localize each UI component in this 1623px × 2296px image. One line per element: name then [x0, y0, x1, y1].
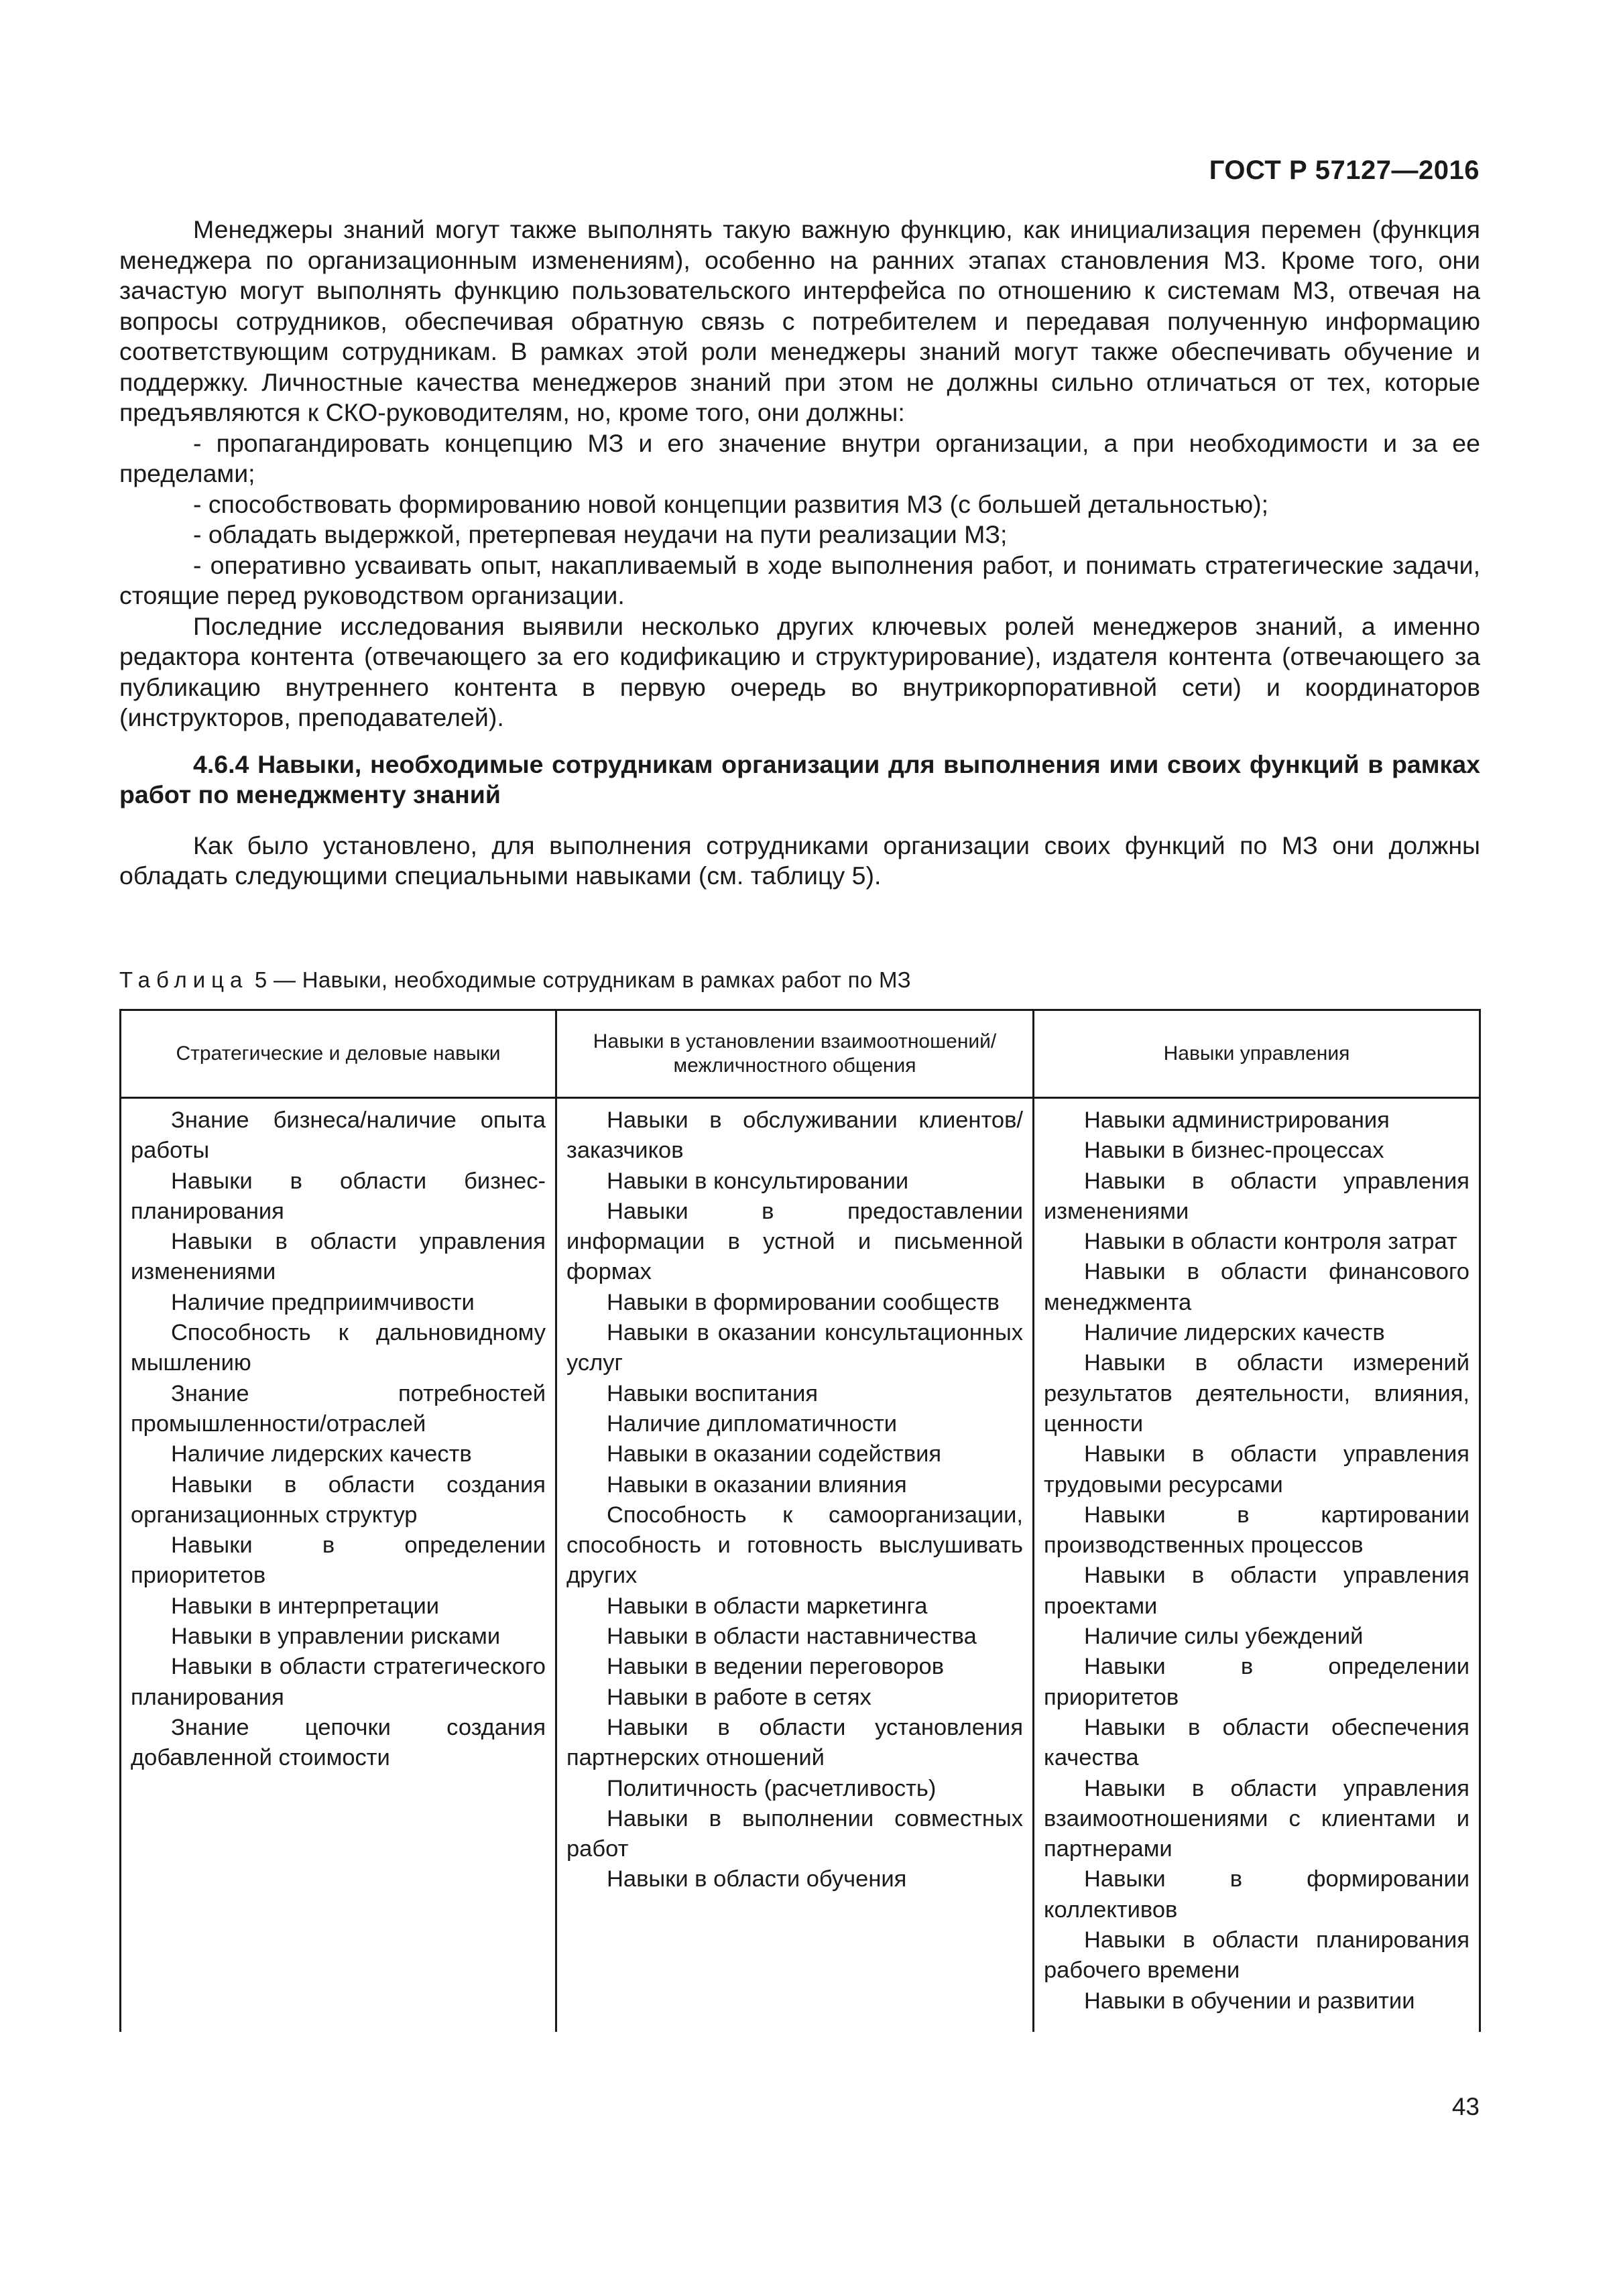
skill-item: Навыки в формировании коллективов	[1044, 1866, 1469, 1923]
skill-item: Навыки в области обеспечения качества	[1044, 1714, 1469, 1771]
skill-item: Навыки в оказании содействия	[607, 1441, 942, 1467]
skill-item: Навыки в области измерений результатов деятельности, влияния, ценности	[1044, 1350, 1469, 1437]
table-header-row	[121, 1010, 1480, 1098]
skill-item: Навыки в области маркетинга	[607, 1593, 928, 1619]
skill-item: Знание бизнеса/наличие опыта работы	[131, 1107, 546, 1164]
skill-item: Навыки в области планирования рабочего времени	[1044, 1927, 1469, 1984]
skills-column	[1034, 1098, 1480, 2033]
skills-column	[121, 1098, 556, 2033]
skill-item: Навыки в ведении переговоров	[607, 1654, 945, 1680]
skill-item: Навыки в управлении рисками	[171, 1624, 501, 1650]
skill-item: Навыки в области создания организационных структур	[131, 1471, 546, 1528]
skill-item: Знание потребностей промышленности/отраслей	[131, 1380, 546, 1437]
skill-item: Наличие лидерских качеств	[1084, 1320, 1385, 1346]
skill-item: Наличие лидерских качеств	[171, 1441, 472, 1467]
skill-item: Навыки в области управления изменениями	[1044, 1168, 1469, 1224]
skill-item: Навыки в оказании влияния	[607, 1471, 907, 1498]
skill-item: Навыки в области контроля затрат	[1084, 1229, 1457, 1255]
document-code: ГОСТ Р 57127—2016	[1209, 156, 1480, 185]
table-row	[121, 1098, 1480, 2033]
skill-item: Навыки в выполнении совместных работ	[566, 1805, 1023, 1862]
skill-item: Знание цепочки создания добавленной стоимости	[131, 1714, 546, 1771]
page-number: 43	[1451, 2093, 1480, 2120]
skill-item: Способность к самоорганизации, способность и готовность выслушивать других	[566, 1502, 1023, 1589]
skill-item: Навыки воспитания	[607, 1380, 819, 1406]
skill-item: Навыки в формировании сообществ	[607, 1289, 1000, 1315]
column-header: Стратегические и деловые навыки	[121, 1010, 556, 1098]
skill-item: Способность к дальновидному мышлению	[131, 1320, 546, 1376]
skill-item: Навыки в консультировании	[607, 1168, 909, 1194]
skill-item: Навыки в области управления трудовыми ресурсами	[1044, 1441, 1469, 1498]
table-caption-label: Таблица	[119, 967, 249, 992]
skill-item: Навыки в области стратегического планирования	[131, 1654, 546, 1710]
skill-item: Навыки в определении приоритетов	[131, 1532, 546, 1589]
skill-item: Навыки в определении приоритетов	[1044, 1654, 1469, 1710]
skill-item: Навыки в области установления партнерских отношений	[566, 1714, 1023, 1771]
table-caption	[119, 967, 911, 993]
skill-item: Навыки в бизнес-процессах	[1084, 1138, 1384, 1164]
skill-item: Навыки в интерпретации	[171, 1593, 440, 1619]
bullet-item: - обладать выдержкой, претерпевая неудачи на пути реализации МЗ;	[193, 520, 1008, 548]
skill-item: Навыки в работе в сетях	[607, 1684, 871, 1710]
paragraph: Последние исследования выявили несколько других ключевых ролей менеджеров знаний, а именно редактора контента (отвечающего за его кодификацию и структурирование), издателя контента (отвечающего за публикацию внутреннего контента в первую очередь во внутрикорпоративной сети) и координаторов (инструкторов, преподавателей).	[119, 611, 1480, 731]
skill-item: Навыки администрирования	[1084, 1107, 1390, 1133]
bullet-item: - способствовать формированию новой концепции развития МЗ (с большей детальностью);	[193, 489, 1269, 518]
skills-column	[556, 1098, 1034, 2033]
skill-item: Навыки в области управления изменениями	[131, 1229, 546, 1285]
section-heading: 4.6.4 Навыки, необходимые сотрудникам организации для выполнения ими своих функций в рамках работ по менеджменту знаний	[119, 749, 1480, 808]
paragraph: Как было установлено, для выполнения сотрудниками организации своих функций по МЗ они должны обладать следующими специальными навыками (см. таблицу 5).	[119, 831, 1480, 890]
skill-item: Навыки в области управления проектами	[1044, 1563, 1469, 1619]
skill-item: Навыки в предоставлении информации в устной и письменной формах	[566, 1198, 1023, 1285]
skill-item: Навыки в области бизнес-планирования	[131, 1168, 546, 1224]
bullet-item: - оперативно усваивать опыт, накапливаемый в ходе выполнения работ, и понимать стратегические задачи, стоящие перед руководством организации.	[119, 550, 1480, 609]
skill-item: Навыки в обучении и развитии	[1084, 1988, 1415, 2014]
table-caption-text: 5 — Навыки, необходимые сотрудникам в рамках работ по МЗ	[248, 967, 911, 992]
paragraph: Менеджеры знаний могут также выполнять такую важную функцию, как инициализация перемен (функция менеджера по организационным изменениям), особенно на ранних этапах становления МЗ. Кроме того, они зачастую могут выполнять функцию пользовательского интерфейса по отношению к системам МЗ, отвечая на вопросы сотрудников, обеспечивая обратную связь с потребителем и передавая полученную информацию соответствующим сотрудникам. В рамках этой роли менеджеры знаний могут также обеспечивать обучение и поддержку. Личностные качества менеджеров знаний при этом не должны сильно отличаться от тех, которые предъявляются к СКО-руководителям, но, кроме того, они должны:	[119, 215, 1480, 426]
skill-item: Навыки в оказании консультационных услуг	[566, 1320, 1023, 1376]
skill-item: Навыки в области финансового менеджмента	[1044, 1259, 1469, 1315]
skill-item: Навыки в обслуживании клиентов/ заказчиков	[566, 1107, 1023, 1164]
skill-item: Наличие дипломатичности	[607, 1410, 898, 1437]
skill-item: Навыки в области наставничества	[607, 1624, 977, 1650]
skill-item: Навыки в области обучения	[607, 1866, 907, 1892]
main-text	[119, 215, 1480, 892]
skill-item: Наличие силы убеждений	[1084, 1624, 1364, 1650]
bullet-item: - пропагандировать концепцию МЗ и его значение внутри организации, а при необходимости и за ее пределами;	[119, 428, 1480, 487]
skill-item: Навыки в картировании производственных процессов	[1044, 1502, 1469, 1559]
skill-item: Навыки в области управления взаимоотношениями с клиентами и партнерами	[1044, 1775, 1469, 1862]
column-header: Навыки управления	[1034, 1010, 1480, 1098]
skill-item: Наличие предприимчивости	[171, 1289, 475, 1315]
skills-table	[119, 1009, 1481, 2032]
skill-item: Политичность (расчетливость)	[607, 1775, 937, 1801]
column-header: Навыки в установлении взаимоотношений/ межличностного общения	[556, 1010, 1034, 1098]
